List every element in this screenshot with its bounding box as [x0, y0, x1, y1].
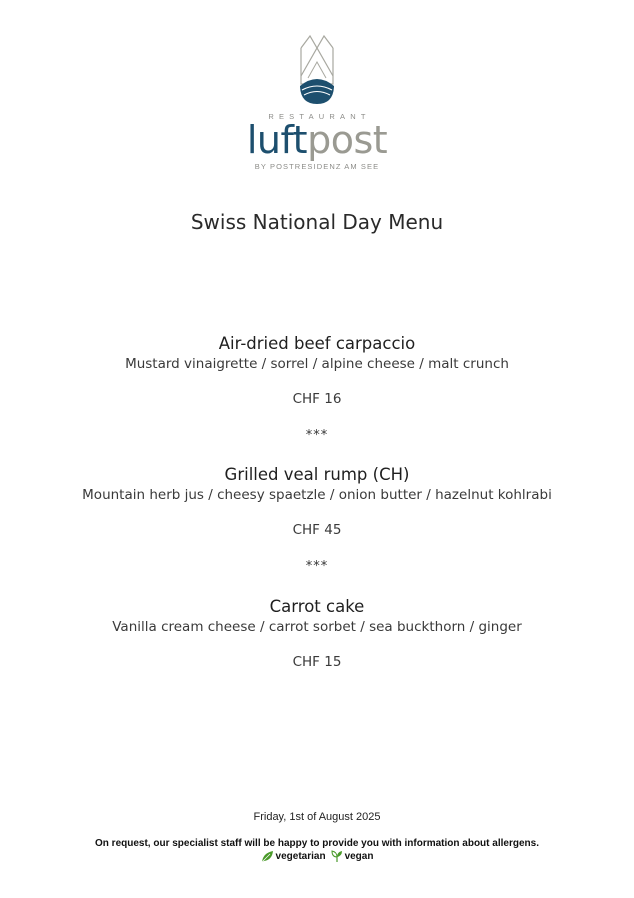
restaurant-label: RESTAURANT [268, 112, 371, 121]
menu-title: Swiss National Day Menu [190, 210, 444, 234]
brand-wordmark [247, 120, 387, 160]
course-description: Mustard vinaigrette / sorrel / alpine cheese / malt crunch [125, 356, 509, 372]
course-name: Air-dried beef carpaccio [218, 334, 416, 353]
brand-subtitle: BY POSTRESIDENZ AM SEE [254, 162, 380, 171]
course-description: Vanilla cream cheese / carrot sorbet / sea buckthorn / ginger [112, 619, 522, 635]
course-dessert [0, 597, 634, 670]
course-price: CHF 16 [292, 391, 342, 407]
course-name: Carrot cake [269, 597, 365, 616]
legend-vegetarian [261, 850, 326, 863]
brand-part-luft: luft [246, 118, 308, 162]
course-separator: *** [305, 428, 329, 443]
course-main [0, 465, 634, 538]
course-price: CHF 15 [292, 654, 342, 670]
course-name: Grilled veal rump (CH) [224, 465, 410, 484]
mountain-wave-emblem-icon [297, 34, 337, 106]
course-price: CHF 45 [292, 522, 342, 538]
brand-part-post: post [307, 118, 388, 162]
leaf-icon [261, 850, 274, 863]
course-starter [0, 334, 634, 407]
allergen-note: On request, our specialist staff will be happy to provide you with information about allergens. [95, 838, 539, 849]
menu-date: Friday, 1st of August 2025 [253, 811, 381, 823]
course-description: Mountain herb jus / cheesy spaetzle / onion butter / hazelnut kohlrabi [82, 487, 552, 503]
restaurant-logo [0, 34, 634, 171]
diet-legend [0, 850, 634, 863]
legend-vegan [331, 850, 374, 863]
legend-vegan-label: vegan [344, 851, 374, 862]
course-separator: *** [305, 559, 329, 574]
legend-vegetarian-label: vegetarian [275, 851, 326, 862]
sprout-icon [331, 850, 343, 863]
